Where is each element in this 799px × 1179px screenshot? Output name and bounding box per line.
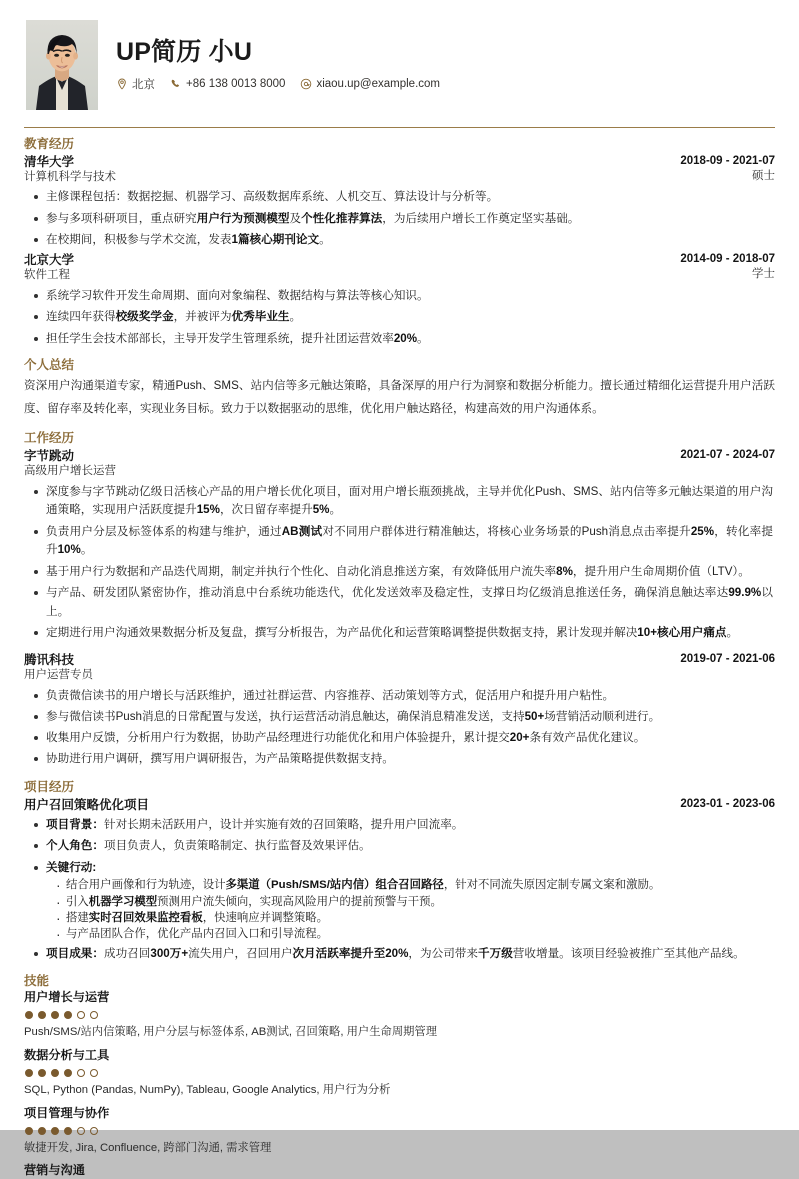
school-major: 软件工程 [24, 269, 70, 282]
rating-dot-filled [38, 1127, 46, 1135]
rating-dot-filled [51, 1127, 59, 1135]
work-entry [24, 652, 775, 769]
phone-icon [170, 78, 182, 90]
sub-bullet: · 搭建实时召回效果监控看板，快速响应并调整策略。 [56, 910, 773, 926]
skill-name: 数据分析与工具 [24, 1047, 110, 1062]
skill-rating [25, 1011, 775, 1019]
education-entry [24, 252, 775, 348]
project-bullets [24, 816, 775, 963]
skill-rating [25, 1069, 775, 1077]
key-actions-list [46, 877, 773, 942]
bullet: 负责用户分层及标签体系的构建与维护，通过AB测试对不同用户群体进行精准触达，将核心业务场景的Push消息点击率提升25%，转化率提升10%。 [46, 523, 775, 561]
sub-bullet: · 结合用户画像和行为轨迹，设计多渠道（Push/SMS/站内信）组合召回路径，针对不同流失原因定制专属文案和激励。 [56, 877, 773, 893]
skill-items: 敏捷开发, Jira, Confluence, 跨部门沟通, 需求管理 [24, 1141, 272, 1154]
bullet: 参与微信读书Push消息的日常配置与发送，执行运营活动消息触达，确保消息精准发送，支持50+场营销活动顺利进行。 [46, 708, 775, 727]
bullet-key-actions [46, 859, 775, 943]
bullet: 主修课程包括：数据挖掘、机器学习、高级数据库系统、人机交互、算法设计与分析等。 [46, 188, 775, 207]
bullet: 定期进行用户沟通效果数据分析及复盘，撰写分析报告，为产品优化和运营策略调整提供数据支持，累计发现并解决10+核心用户痛点。 [46, 624, 775, 643]
contact-location [116, 76, 155, 92]
section-education [22, 137, 777, 348]
education-bullets [24, 188, 775, 249]
section-title-projects: 项目经历 [24, 780, 75, 795]
school-date: 2018-09 - 2021-07 [680, 154, 775, 167]
rating-dot-filled [51, 1011, 59, 1019]
at-sign-icon [300, 78, 312, 90]
contact-location-text: 北京 [132, 78, 155, 91]
school-degree: 硕士 [752, 169, 775, 182]
work-bullets [24, 483, 775, 643]
bullet: 个人角色：项目负责人，负责策略制定、执行监督及效果评估。 [46, 837, 775, 856]
bullet: 深度参与字节跳动亿级日活核心产品的用户增长优化项目，面对用户增长瓶颈挑战，主导并优化Push、SMS、站内信等多元触达渠道的用户沟通策略，实现用户活跃度提升15%，次日留存率提升5%。 [46, 483, 775, 521]
location-pin-icon [116, 78, 128, 90]
section-summary [22, 358, 777, 420]
sub-bullet: · 与产品团队合作，优化产品内召回入口和引导流程。 [56, 926, 773, 942]
section-projects [22, 780, 777, 963]
job-title: 高级用户增长运营 [24, 465, 116, 478]
section-title-skills: 技能 [24, 974, 50, 989]
school-degree: 学士 [752, 268, 775, 281]
bullet: 基于用户行为数据和产品迭代周期，制定并执行个性化、自动化消息推送方案，有效降低用户流失率8%，提升用户生命周期价值（LTV）。 [46, 563, 775, 582]
rating-dot-empty [90, 1011, 98, 1019]
rating-dot-filled [25, 1127, 33, 1135]
contact-phone-text: +86 138 0013 8000 [186, 77, 286, 90]
bullet: 协助进行用户调研，撰写用户调研报告，为产品策略提供数据支持。 [46, 750, 775, 769]
project-name: 用户召回策略优化项目 [24, 797, 150, 812]
skill-block-truncated [24, 1163, 775, 1179]
page-title: UP简历 小U [116, 38, 253, 67]
section-title-education: 教育经历 [24, 137, 75, 151]
rating-dot-empty [77, 1069, 85, 1077]
skill-items: Push/SMS/站内信策略, 用户分层与标签体系, AB测试, 召回策略, 用户生命周期管理 [24, 1025, 438, 1038]
skill-block [24, 990, 775, 1041]
bullet: 系统学习软件开发生命周期、面向对象编程、数据结构与算法等核心知识。 [46, 287, 775, 306]
rating-dot-empty [77, 1011, 85, 1019]
skill-name: 营销与沟通 [24, 1163, 85, 1178]
work-entry [24, 448, 775, 643]
header-divider [24, 127, 775, 128]
bullet: 连续四年获得校级奖学金，并被评为优秀毕业生。 [46, 308, 775, 327]
rating-dot-filled [64, 1127, 72, 1135]
school-name: 北京大学 [24, 253, 75, 268]
work-date: 2021-07 - 2024-07 [680, 448, 775, 461]
project-date: 2023-01 - 2023-06 [680, 797, 775, 810]
work-bullets [24, 687, 775, 770]
rating-dot-filled [25, 1011, 33, 1019]
rating-dot-filled [64, 1069, 72, 1077]
bullet: 负责微信读书的用户增长与活跃维护，通过社群运营、内容推荐、活动策划等方式，促活用户和提升用户粘性。 [46, 687, 775, 706]
resume-header [22, 18, 777, 110]
section-title-summary: 个人总结 [24, 358, 75, 373]
education-entry [24, 154, 775, 250]
bullet: 与产品、研发团队紧密协作，推动消息中台系统功能迭代，优化发送效率及稳定性，支撑日均亿级消息推送任务，确保消息触达率达99.9%以上。 [46, 584, 775, 622]
skill-name: 项目管理与协作 [24, 1105, 110, 1120]
rating-dot-filled [38, 1069, 46, 1077]
rating-dot-empty [90, 1127, 98, 1135]
sub-bullet: · 引入机器学习模型预测用户流失倾向，实现高风险用户的提前预警与干预。 [56, 894, 773, 910]
contact-email-text: xiaou.up@example.com [316, 77, 440, 90]
school-date: 2014-09 - 2018-07 [680, 253, 775, 266]
skill-rating [25, 1127, 775, 1135]
bullet: 在校期间，积极参与学术交流，发表1篇核心期刊论文。 [46, 231, 775, 250]
rating-dot-empty [90, 1069, 98, 1077]
bullet: 担任学生会技术部部长，主导开发学生管理系统，提升社团运营效率20%。 [46, 330, 775, 349]
summary-text: 资深用户沟通渠道专家，精通Push、SMS、站内信等多元触达策略，具备深厚的用户行为洞察和数据分析能力。擅长通过精细化运营提升用户活跃度、留存率及转化率，实现业务目标。致力于以数据驱动的思维，优化用户触达路径，构建高效的用户沟通体系。 [24, 378, 775, 415]
company-name: 字节跳动 [24, 448, 75, 463]
school-major: 计算机科学与技术 [24, 170, 116, 183]
key-actions-label: 关键行动: [46, 860, 97, 874]
bullet-outcome: 项目成果：成功召回300万+流失用户，召回用户次月活跃率提升至20%，为公司带来千万级营收增量。该项目经验被推广至其他产品线。 [46, 945, 775, 964]
skill-block [24, 1048, 775, 1099]
bullet: 收集用户反馈，分析用户行为数据，协助产品经理进行功能优化和用户体验提升，累计提交20+条有效产品优化建议。 [46, 729, 775, 748]
rating-dot-filled [38, 1011, 46, 1019]
section-work [22, 431, 777, 769]
job-title: 用户运营专员 [24, 669, 93, 682]
rating-dot-empty [77, 1127, 85, 1135]
rating-dot-filled [25, 1069, 33, 1077]
project-entry [24, 797, 775, 964]
contact-email [300, 78, 440, 90]
section-title-work: 工作经历 [24, 431, 75, 446]
company-name: 腾讯科技 [24, 652, 75, 667]
bullet: 参与多项科研项目，重点研究用户行为预测模型及个性化推荐算法，为后续用户增长工作奠定坚实基础。 [46, 210, 775, 229]
work-date: 2019-07 - 2021-06 [680, 652, 775, 665]
skill-items: SQL, Python (Pandas, NumPy), Tableau, Google Analytics, 用户行为分析 [24, 1083, 391, 1096]
contact-list [116, 76, 777, 92]
avatar [26, 20, 98, 110]
rating-dot-filled [51, 1069, 59, 1077]
education-bullets [24, 287, 775, 348]
rating-dot-filled [64, 1011, 72, 1019]
skill-name: 用户增长与运营 [24, 990, 110, 1005]
contact-phone [170, 78, 285, 90]
skill-block [24, 1106, 775, 1157]
school-name: 清华大学 [24, 154, 75, 169]
bullet: 项目背景：针对长期未活跃用户，设计并实施有效的召回策略，提升用户回流率。 [46, 816, 775, 835]
section-skills [22, 974, 777, 1179]
